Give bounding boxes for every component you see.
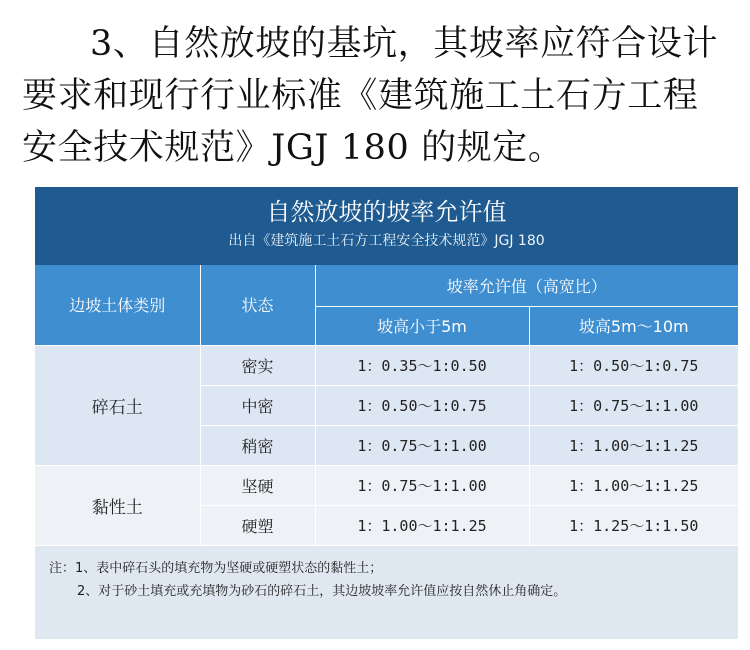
- header-state: 状态: [200, 265, 315, 345]
- note-1: 注：1、表中碎石头的填充物为坚硬或硬塑状态的黏性土；: [49, 561, 383, 576]
- intro-paragraph: [22, 18, 730, 174]
- state-cell: 硬塑: [200, 505, 315, 545]
- 5m-to-10m-cell: 1：1.00～1:1.25: [529, 465, 738, 505]
- under-5m-cell: 1：1.00～1:1.25: [315, 505, 529, 545]
- soil-type-cell: 黏性土: [35, 465, 200, 545]
- table-title: 自然放坡的坡率允许值: [266, 198, 507, 226]
- slope-rate-table-card: [35, 187, 738, 639]
- state-cell: 中密: [200, 385, 315, 425]
- table-row: [35, 465, 738, 505]
- 5m-to-10m-cell: 1：1.00～1:1.25: [529, 425, 738, 465]
- under-5m-cell: 1：0.35～1:0.50: [315, 345, 529, 385]
- 5m-to-10m-cell: 1：0.50～1:0.75: [529, 345, 738, 385]
- intro-text: 3、自然放坡的基坑，其坡率应符合设计要求和现行行业标准《建筑施工土石方工程安全技术规范》JGJ 180 的规定。: [22, 24, 719, 168]
- state-cell: 密实: [200, 345, 315, 385]
- header-under-5m: 坡高小于5m: [315, 306, 529, 345]
- header-allowed-slope-rate: 坡率允许值（高宽比）: [315, 265, 738, 306]
- table-notes: [35, 547, 738, 639]
- slope-rate-table: [35, 265, 738, 546]
- table-row: [35, 345, 738, 385]
- table-title-bar: [35, 187, 738, 265]
- state-cell: 稍密: [200, 425, 315, 465]
- state-cell: 坚硬: [200, 465, 315, 505]
- table-subtitle: 出自《建筑施工土石方工程安全技术规范》JGJ 180: [228, 233, 545, 249]
- under-5m-cell: 1：0.50～1:0.75: [315, 385, 529, 425]
- 5m-to-10m-cell: 1：0.75～1:1.00: [529, 385, 738, 425]
- under-5m-cell: 1：0.75～1:1.00: [315, 425, 529, 465]
- soil-type-cell: 碎石土: [35, 345, 200, 465]
- note-2: 2、对于砂土填充或充填物为砂石的碎石土，其边坡坡率允许值应按自然休止角确定。: [77, 584, 567, 599]
- header-soil-type: 边坡土体类别: [35, 265, 200, 345]
- under-5m-cell: 1：0.75～1:1.00: [315, 465, 529, 505]
- table-header-row-1: [35, 265, 738, 306]
- header-5m-to-10m: 坡高5m～10m: [529, 306, 738, 345]
- 5m-to-10m-cell: 1：1.25～1:1.50: [529, 505, 738, 545]
